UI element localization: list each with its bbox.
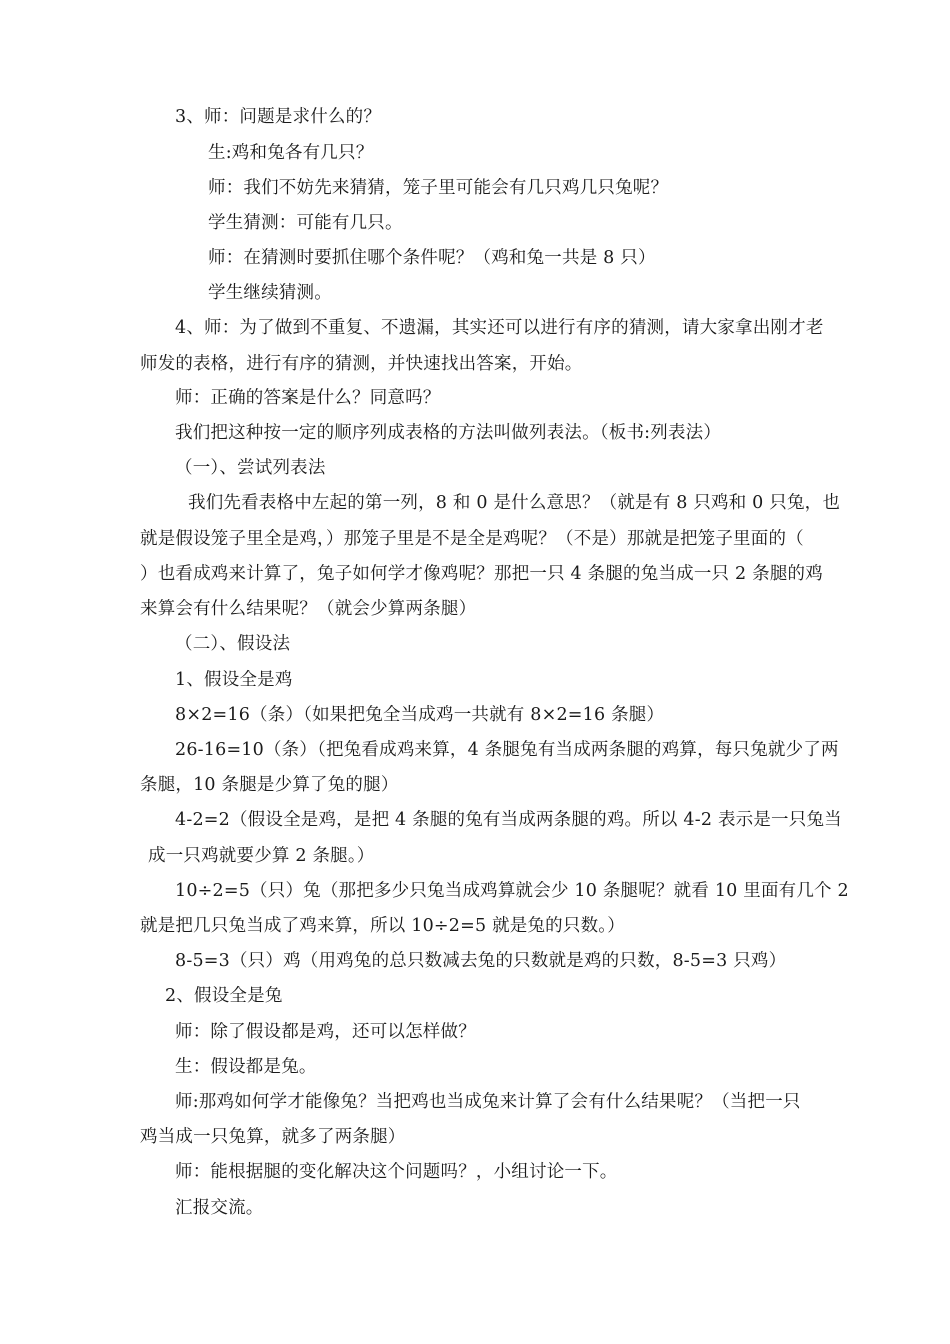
section-heading: （二）、假设法 bbox=[175, 634, 291, 654]
text-line: 鸡当成一只兔算，就多了两条腿） bbox=[140, 1127, 406, 1147]
text-line: 师：能根据腿的变化解决这个问题吗？，小组讨论一下。 bbox=[175, 1162, 618, 1182]
text-line: 学生猜测：可能有几只。 bbox=[208, 213, 403, 233]
text-line: 我们把这种按一定的顺序列成表格的方法叫做列表法。（板书:列表法） bbox=[175, 423, 722, 443]
text-line: 10÷2=5（只）兔（那把多少只兔当成鸡算就会少 10 条腿呢？就看 10 里面有几个 2 bbox=[175, 881, 849, 901]
text-line: 师：我们不妨先来猜猜，笼子里可能会有几只鸡几只兔呢？ bbox=[208, 178, 669, 198]
subsection-heading: 1、假设全是鸡 bbox=[175, 670, 293, 690]
text-line: 就是把几只兔当成了鸡来算，所以 10÷2=5 就是兔的只数。） bbox=[140, 916, 625, 936]
text-line: 生：假设都是兔。 bbox=[175, 1057, 317, 1077]
text-line: 就是假设笼子里全是鸡，）那笼子里是不是全是鸡呢？（不是）那就是把笼子里面的（ bbox=[140, 529, 804, 549]
section-heading: （一）、尝试列表法 bbox=[175, 458, 326, 478]
text-line: 3、师：问题是求什么的？ bbox=[175, 107, 382, 127]
text-line: 学生继续猜测。 bbox=[208, 283, 332, 303]
text-line: 8-5=3（只）鸡（用鸡兔的总只数减去兔的只数就是鸡的只数，8-5=3 只鸡） bbox=[175, 951, 787, 971]
text-line: 生:鸡和兔各有几只？ bbox=[208, 143, 374, 163]
text-line: 师：在猜测时要抓住哪个条件呢？（鸡和兔一共是 8 只） bbox=[208, 248, 656, 268]
text-line: 汇报交流。 bbox=[175, 1198, 264, 1218]
text-line: 条腿，10 条腿是少算了兔的腿） bbox=[140, 775, 399, 795]
text-line: 来算会有什么结果呢？（就会少算两条腿） bbox=[140, 599, 477, 619]
text-line: 师：除了假设都是鸡，还可以怎样做？ bbox=[175, 1022, 476, 1042]
subsection-heading: 2、假设全是兔 bbox=[165, 986, 283, 1006]
text-line: 4-2=2（假设全是鸡，是把 4 条腿的兔有当成两条腿的鸡。所以 4-2 表示是一只兔当 bbox=[175, 810, 842, 830]
text-line: 我们先看表格中左起的第一列，8 和 0 是什么意思？（就是有 8 只鸡和 0 只兔，也 bbox=[188, 493, 841, 513]
text-line: 师发的表格，进行有序的猜测，并快速找出答案，开始。 bbox=[140, 354, 583, 374]
text-line: ）也看成鸡来计算了，兔子如何学才像鸡呢？那把一只 4 条腿的兔当成一只 2 条腿的鸡 bbox=[140, 564, 823, 584]
text-line: 师:那鸡如何学才能像兔？当把鸡也当成兔来计算了会有什么结果呢？（当把一只 bbox=[175, 1092, 801, 1112]
text-line: 成一只鸡就要少算 2 条腿。） bbox=[148, 846, 375, 866]
text-line: 8×2=16（条）（如果把兔全当成鸡一共就有 8×2=16 条腿） bbox=[175, 705, 665, 725]
text-line: 4、师：为了做到不重复、不遗漏，其实还可以进行有序的猜测，请大家拿出刚才老 bbox=[175, 318, 824, 338]
text-line: 26-16=10（条）（把兔看成鸡来算，4 条腿兔有当成两条腿的鸡算，每只兔就少了两 bbox=[175, 740, 839, 760]
text-line: 师：正确的答案是什么？同意吗？ bbox=[175, 388, 441, 408]
